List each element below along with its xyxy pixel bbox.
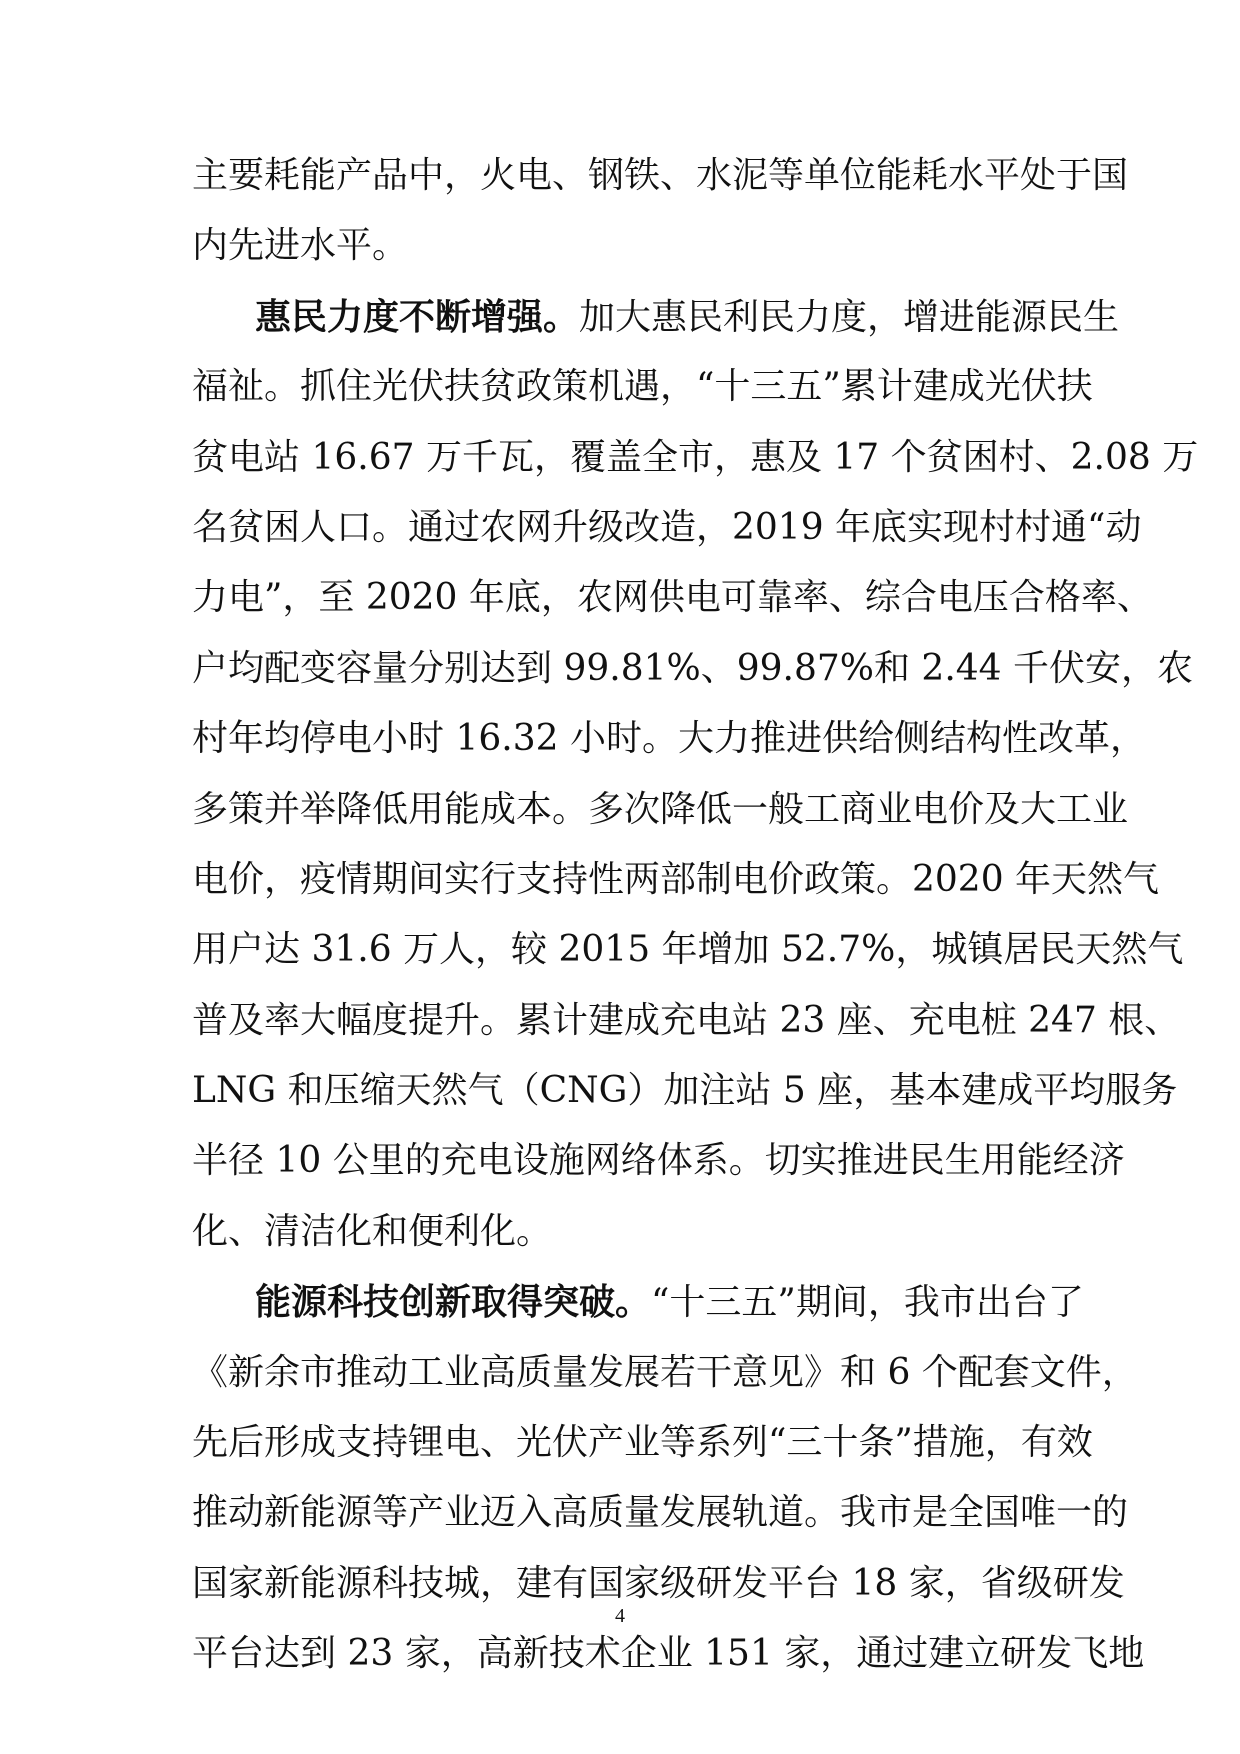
text-line: 福祉。抓住光伏扶贫政策机遇，“十三五”累计建成光伏扶 bbox=[192, 366, 1093, 408]
page-number: 4 bbox=[615, 1605, 625, 1627]
text-line bbox=[192, 1281, 1084, 1324]
text-line: 先后形成支持锂电、光伏产业等系列“三十条”措施，有效 bbox=[192, 1422, 1093, 1464]
text-line: 化、清洁化和便利化。 bbox=[192, 1210, 553, 1252]
text-line: 国家新能源科技城，建有国家级研发平台 18 家，省级研发 bbox=[192, 1562, 1125, 1604]
text-line: 名贫困人口。通过农网升级改造，2019 年底实现村村通“动 bbox=[192, 506, 1142, 548]
text-line: 力电”，至 2020 年底，农网供电可靠率、综合电压合格率、 bbox=[192, 577, 1153, 619]
text-span: 加大惠民利民力度，增进能源民生 bbox=[579, 296, 1120, 338]
text-line: LNG 和压缩天然气（CNG）加注站 5 座，基本建成平均服务 bbox=[192, 1070, 1178, 1112]
text-line: 普及率大幅度提升。累计建成充电站 23 座、充电桩 247 根、 bbox=[192, 999, 1181, 1041]
text-line: 《新余市推动工业高质量发展若干意见》和 6 个配套文件， bbox=[192, 1351, 1138, 1393]
text-line: 村年均停电小时 16.32 小时。大力推进供给侧结构性改革， bbox=[192, 718, 1146, 760]
text-line: 多策并举降低用能成本。多次降低一般工商业电价及大工业 bbox=[192, 788, 1129, 830]
paragraph-heading: 惠民力度不断增强。 bbox=[255, 295, 580, 338]
text-line bbox=[192, 295, 1120, 338]
text-line: 平台达到 23 家，高新技术企业 151 家，通过建立研发飞地 bbox=[192, 1633, 1145, 1675]
text-line: 户均配变容量分别达到 99.81%、99.87%和 2.44 千伏安，农 bbox=[192, 647, 1194, 689]
text-line: 半径 10 公里的充电设施网络体系。切实推进民生用能经济 bbox=[192, 1140, 1125, 1182]
text-line: 贫电站 16.67 万千瓦，覆盖全市，惠及 17 个贫困村、2.08 万 bbox=[192, 436, 1199, 478]
text-span: “十三五”期间，我市出台了 bbox=[651, 1282, 1084, 1324]
paragraph-heading: 能源科技创新取得突破。 bbox=[255, 1281, 652, 1324]
text-line: 推动新能源等产业迈入高质量发展轨道。我市是全国唯一的 bbox=[192, 1492, 1129, 1534]
document-body bbox=[192, 155, 1199, 1707]
text-line: 电价，疫情期间实行支持性两部制电价政策。2020 年天然气 bbox=[192, 858, 1160, 900]
text-line: 内先进水平。 bbox=[192, 225, 409, 267]
text-line: 主要耗能产品中，火电、钢铁、水泥等单位能耗水平处于国 bbox=[192, 155, 1129, 196]
text-line: 用户达 31.6 万人，较 2015 年增加 52.7%，城镇居民天然气 bbox=[192, 929, 1184, 971]
